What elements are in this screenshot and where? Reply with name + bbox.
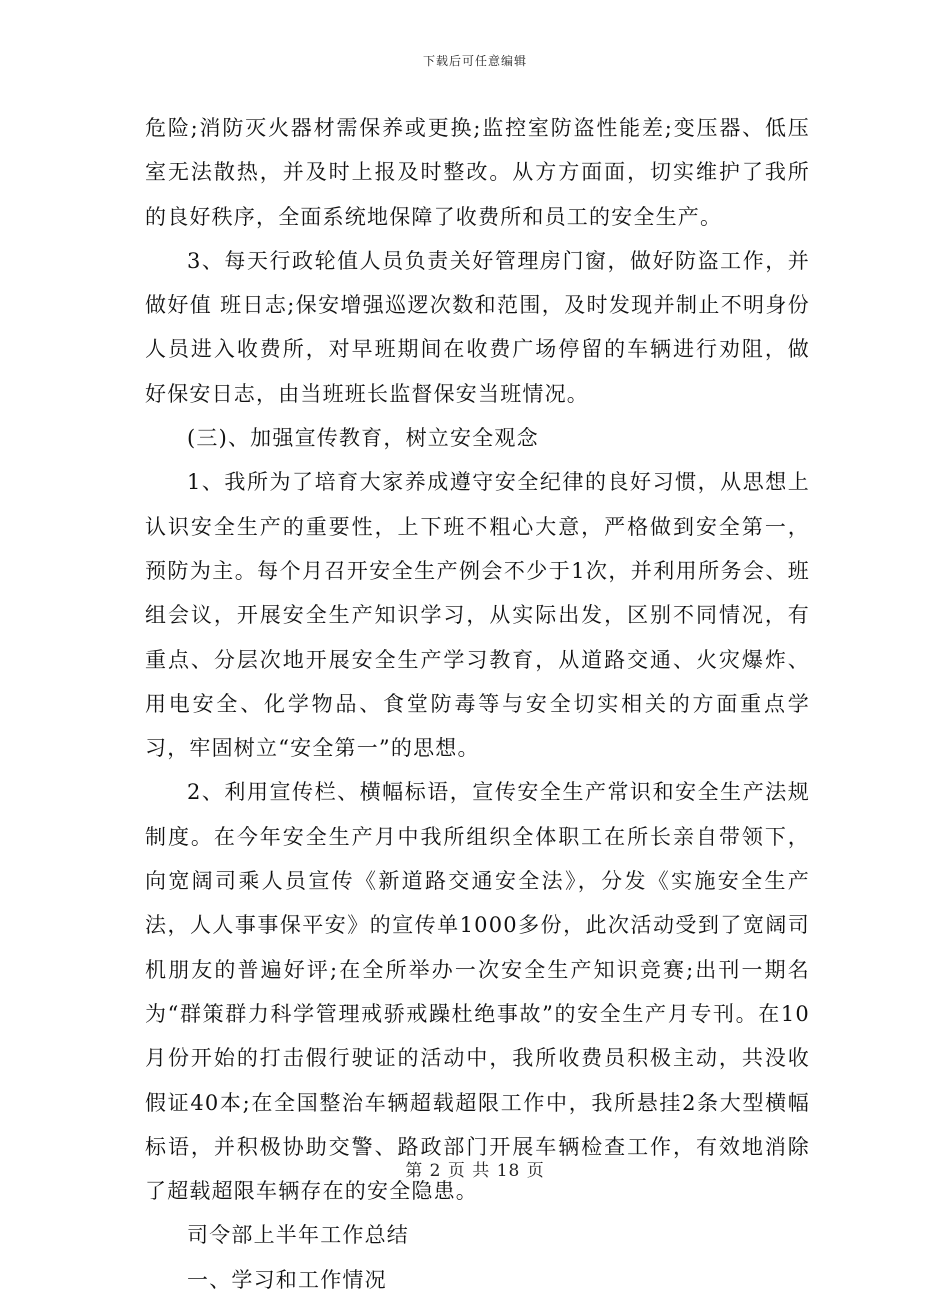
page-header: 下载后可任意编辑 bbox=[422, 54, 527, 68]
paragraph-4: 1、我所为了培育大家养成遵守安全纪律的良好习惯，从思想上认识安全生产的重要性，上下班不粗心大意，严格做到安全第一，预防为主。每个月召开安全生产例会不少于1次，并利用所务会、班组会议，开展安全生产知识学习，从实际出发，区别不同情况，有重点、分层次地开展安全生产学习教育，从道路交通、火灾爆炸、用电安全、化学物品、食堂防毒等与安全切实相关的方面重点学习，牢固树立“安全第一”的思想。 bbox=[145, 470, 810, 761]
document-title: 司令部上半年工作总结 bbox=[187, 1223, 409, 1248]
section-heading-1: 一、学习和工作情况 bbox=[187, 1267, 387, 1292]
section-heading-3: (三)、加强宣传教育，树立安全观念 bbox=[187, 426, 539, 451]
paragraph-2: 3、每天行政轮值人员负责关好管理房门窗，做好防盗工作，并做好值 班日志;保安增强巡逻次数和范围，及时发现并制止不明身份人员进入收费所，对早班期间在收费广场停留的车辆进行劝阻，做好保安日志，由当班班长监督保安当班情况。 bbox=[145, 248, 810, 406]
paragraph-5: 2、利用宣传栏、横幅标语，宣传安全生产常识和安全生产法规制度。在今年安全生产月中我所组织全体职工在所长亲自带领下，向宽阔司乘人员宣传《新道路交通安全法》，分发《实施安全生产法，人人事事保平安》的宣传单1000多份，此次活动受到了宽阔司机朋友的普遍好评;在全所举办一次安全生产知识竞赛;出刊一期名为“群策群力科学管理戒骄戒躁杜绝事故”的安全生产月专刊。在10月份开始的打击假行驶证的活动中，我所收费员积极主动，共没收假证40本;在全国整治车辆超载超限工作中，我所悬挂2条大型横幅标语，并积极协助交警、路政部门开展车辆检查工作，有效地消除了超载超限车辆存在的安全隐患。 bbox=[145, 780, 810, 1204]
page-footer: 第 2 页 共 18 页 bbox=[405, 1161, 545, 1181]
paragraph-1: 危险;消防灭火器材需保养或更换;监控室防盗性能差;变压器、低压室无法散热，并及时上报及时整改。从方方面面，切实维护了我所的良好秩序，全面系统地保障了收费所和员工的安全生产。 bbox=[145, 116, 810, 229]
document-body bbox=[145, 106, 810, 1302]
